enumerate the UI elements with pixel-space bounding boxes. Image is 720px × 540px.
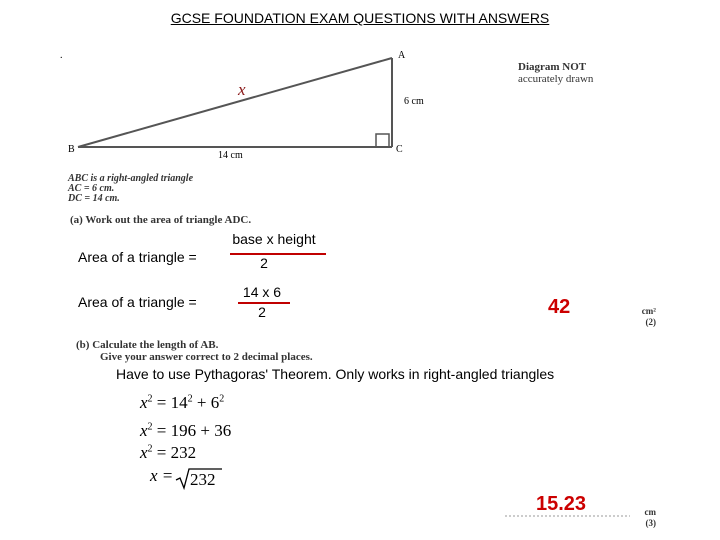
pyth-line1-exp3: 2: [219, 393, 225, 405]
pyth-line2-x: x: [140, 421, 148, 440]
diagram-note-line2: accurately drawn: [518, 73, 594, 85]
marks-b-value: (3): [645, 518, 656, 528]
pyth-line2: [140, 421, 231, 441]
area-substitution-denominator: 2: [258, 304, 266, 320]
diagram-note: [518, 61, 593, 85]
info-line2: AC = 6 cm.: [68, 183, 115, 194]
part-a-question: (a) Work out the area of triangle ADC.: [70, 214, 252, 226]
pythagoras-note: Have to use Pythagoras' Theorem. Only works in right-angled triangles: [116, 366, 555, 382]
pyth-line3: [140, 443, 196, 463]
pyth-line4-lhs: x =: [150, 466, 174, 485]
pyth-line3-rhs: = 232: [156, 443, 197, 462]
answer-b: 15.23: [536, 493, 587, 515]
page-title: GCSE FOUNDATION EXAM QUESTIONS WITH ANSWERS: [170, 10, 550, 26]
part-b-question: [76, 339, 313, 363]
pyth-line1-b: 6: [210, 393, 220, 412]
hypotenuse-line: [78, 58, 392, 147]
answer-a: 42: [548, 296, 571, 318]
question-info: [68, 174, 193, 204]
pyth-line2-rhs: = 196 + 36: [156, 421, 232, 440]
pyth-line1-exp1: 2: [147, 393, 153, 405]
part-b-line2: Give your answer correct to 2 decimal places.: [100, 351, 313, 363]
pyth-line3-x: x: [140, 443, 148, 462]
area-formula-denominator: 2: [260, 255, 268, 271]
area-substitution-numerator: 14 x 6: [242, 284, 282, 300]
unit-b: cm: [644, 507, 656, 517]
part-b-line1: (b) Calculate the length of AB.: [76, 339, 219, 351]
pyth-line1-a: 14: [170, 393, 188, 412]
unit-a: cm²: [641, 306, 656, 316]
hypotenuse-label: x: [238, 80, 246, 99]
pyth-line1-x: x: [140, 393, 148, 412]
pyth-line4-rhs: 232: [190, 470, 216, 489]
side-ac-label: 6 cm: [404, 96, 424, 107]
marks-a: [628, 306, 656, 328]
info-line1: ABC is a right-angled triangle: [68, 173, 194, 184]
pyth-line3-exp: 2: [147, 443, 153, 455]
info-line3: DC = 14 cm.: [68, 193, 120, 204]
pyth-line1: $x^2 = 14^2 + 6^2$: [140, 393, 225, 412]
diagram-note-line1: Diagram NOT: [518, 61, 587, 73]
right-angle-marker: [376, 134, 389, 147]
area-formula-label: Area of a triangle =: [78, 249, 197, 265]
area-substitution-label: Area of a triangle =: [78, 294, 197, 310]
marks-a-value: (2): [645, 317, 656, 327]
vertex-c-label: C: [396, 144, 403, 155]
vertex-a-label: A: [398, 50, 406, 61]
pyth-line1-exp2: 2: [187, 393, 193, 405]
vertex-b-label: B: [68, 144, 75, 155]
pyth-line4: [150, 466, 173, 486]
marks-b: [628, 507, 656, 529]
pyth-line2-exp: 2: [147, 421, 153, 433]
area-formula-numerator: base x height: [232, 231, 316, 247]
side-bc-label: 14 cm: [218, 150, 243, 161]
stray-mark: .: [60, 50, 63, 61]
